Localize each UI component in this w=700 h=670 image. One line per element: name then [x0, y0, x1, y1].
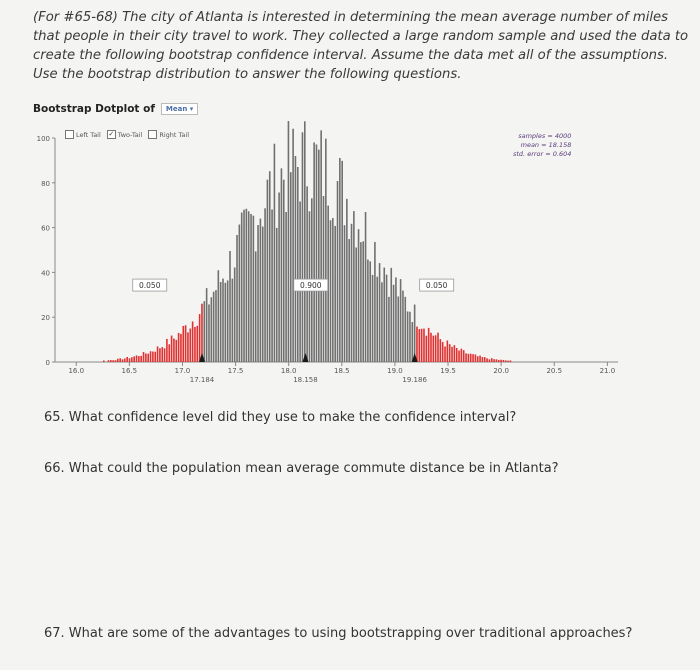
histogram-bar [430, 333, 432, 362]
histogram-bar [470, 354, 472, 362]
histogram-bar [472, 354, 474, 362]
histogram-bar [108, 360, 110, 362]
histogram-bar [383, 268, 385, 362]
chevron-down-icon: ▾ [189, 105, 194, 113]
histogram-bar [479, 356, 481, 362]
histogram-bar [119, 358, 121, 362]
histogram-bar [276, 228, 278, 362]
histogram-bar [295, 156, 297, 362]
histogram-bar [409, 312, 411, 362]
histogram-bar [419, 329, 421, 362]
problem-intro: (For #65-68) The city of Atlanta is interested in determining the mean average number of miles that people in their city travel to work. They collected a large random sample and used the data to create the following bootstrap confidence interval. Assume the data met all of the assumptions. Use the bootstrap distribution to answer the following questions. [33, 10, 689, 82]
histogram-bar [166, 339, 168, 362]
histogram-bar [493, 359, 495, 362]
histogram-bar [395, 277, 397, 362]
histogram-bar [423, 329, 425, 362]
histogram-bar [194, 327, 196, 362]
histogram-bar [496, 359, 498, 362]
histogram-bar [447, 341, 449, 362]
histogram-bar [465, 353, 467, 362]
histogram-bar [486, 358, 488, 362]
lower-bound-label: 17.184 [189, 376, 215, 384]
histogram-bar [332, 218, 334, 362]
histogram-bar [288, 121, 290, 362]
histogram-bar [152, 352, 154, 362]
histogram-bar [369, 261, 371, 362]
dotplot-title: Bootstrap Dotplot of [33, 103, 155, 115]
histogram-bar [355, 248, 357, 362]
histogram-bar [229, 251, 231, 362]
histogram-bar [257, 225, 259, 362]
histogram-bar [334, 226, 336, 362]
histogram-bar [271, 209, 273, 362]
histogram-bar [243, 210, 245, 362]
histogram-bar [330, 220, 332, 362]
left-proportion-label: 0.050 [139, 281, 161, 291]
histogram-bar [344, 225, 346, 362]
two-tail-checkbox[interactable]: ✓ [108, 130, 115, 138]
histogram-bar [461, 349, 463, 362]
statistic-selected: Mean [165, 105, 188, 113]
histogram-bar [232, 279, 234, 362]
histogram-bar [302, 132, 304, 362]
histogram-bar [318, 150, 320, 362]
x-tick-label: 17.5 [227, 367, 244, 375]
std-error-stat: std. error = 0.604 [513, 150, 572, 158]
histogram-bar [290, 172, 292, 362]
histogram-bar [381, 282, 383, 362]
histogram-bar [267, 180, 269, 362]
histogram-bar [264, 208, 266, 362]
histogram-bar [353, 211, 355, 362]
histogram-bar [458, 351, 460, 362]
histogram-bar [262, 227, 264, 362]
histogram-bar [477, 356, 479, 362]
histogram-bar [456, 348, 458, 362]
histogram-bar [150, 351, 152, 362]
histogram-bar [407, 311, 409, 362]
histogram-bar [241, 212, 243, 362]
histogram-bar [182, 326, 184, 362]
histogram-bar [239, 225, 241, 362]
histogram-bar [316, 144, 318, 362]
histogram-bar [178, 333, 180, 362]
histogram-bar [260, 219, 262, 362]
histogram-bar [112, 360, 114, 362]
histogram-bar [208, 304, 210, 362]
histogram-bar [215, 290, 217, 362]
histogram-bar [143, 352, 145, 362]
x-tick-label: 20.5 [546, 367, 563, 375]
y-tick-label: 0 [45, 359, 50, 367]
y-tick-label: 40 [41, 269, 50, 278]
histogram-bar [421, 329, 423, 362]
histogram-bar [484, 357, 486, 362]
x-tick-label: 16.5 [121, 367, 138, 375]
histogram-bar [187, 332, 189, 362]
histogram-bar [428, 328, 430, 362]
dotplot-chart [33, 96, 635, 396]
histogram-bar [379, 263, 381, 362]
histogram-bar [325, 139, 327, 362]
histogram-bar [442, 342, 444, 362]
center-marker-label: 18.158 [293, 376, 318, 384]
histogram-bar [351, 224, 353, 362]
histogram-bar [426, 336, 428, 362]
x-tick-label: 21.0 [599, 367, 616, 375]
histogram-bar [313, 142, 315, 362]
histogram-bar [285, 212, 287, 362]
histogram-bar [255, 251, 257, 362]
histogram-bar [500, 360, 502, 362]
histogram-bar [110, 360, 112, 362]
question-67: 67. What are some of the advantages to using bootstrapping over traditional approaches? [44, 626, 633, 641]
histogram-bar [204, 301, 206, 362]
samples-stat: samples = 4000 [518, 132, 572, 140]
question-65: 65. What confidence level did they use to make the confidence interval? [44, 410, 517, 425]
histogram-bar [173, 339, 175, 362]
x-tick-label: 20.0 [493, 367, 509, 375]
histogram-bar [213, 292, 215, 362]
histogram-bar [482, 357, 484, 362]
histogram-bar [278, 192, 280, 362]
histogram-bar [393, 285, 395, 362]
histogram-bar [372, 275, 374, 362]
y-tick-label: 80 [41, 179, 50, 188]
histogram-bar [341, 161, 343, 362]
histogram-bar [503, 360, 505, 362]
histogram-bar [133, 356, 135, 362]
histogram-bar [220, 282, 222, 362]
histogram-bar [159, 348, 161, 362]
histogram-bar [250, 214, 252, 362]
x-tick-label: 18.5 [334, 367, 350, 375]
mean-stat: mean = 18.158 [520, 141, 572, 149]
histogram-bar [416, 327, 418, 362]
histogram-bar [348, 239, 350, 362]
upper-bound-label: 19.186 [402, 376, 427, 384]
middle-proportion-label: 0.900 [300, 281, 322, 291]
histogram-bar [449, 344, 451, 362]
histogram-bar [365, 212, 367, 362]
histogram-bar [161, 347, 163, 362]
histogram-bar [451, 347, 453, 362]
histogram-bar [390, 268, 392, 362]
histogram-bar [346, 199, 348, 362]
histogram-bar [306, 186, 308, 362]
histogram-bar [157, 346, 159, 362]
histogram-bar [218, 270, 220, 362]
histogram-bar [115, 360, 117, 362]
histogram-bar [374, 242, 376, 362]
histogram-bar [510, 360, 512, 362]
histogram-bar [124, 358, 126, 362]
y-tick-label: 100 [36, 135, 50, 143]
histogram-bar [297, 167, 299, 362]
histogram-bar [180, 334, 182, 362]
histogram-bar [117, 359, 119, 362]
histogram-bar [454, 345, 456, 362]
histogram-bar [358, 229, 360, 362]
histogram-bar [505, 360, 507, 362]
x-tick-label: 17.0 [174, 367, 191, 375]
x-tick-label: 19.5 [440, 367, 456, 375]
histogram-bar [175, 340, 177, 362]
histogram-bar [211, 297, 213, 362]
right-proportion-label: 0.050 [425, 281, 448, 291]
histogram-bar [185, 325, 187, 362]
histogram-bar [498, 360, 500, 362]
histogram-bar [234, 267, 236, 362]
two-tail-label: Two-Tail [117, 130, 143, 139]
question-66: 66. What could the population mean average commute distance be in Atlanta? [44, 461, 559, 476]
histogram-bar [138, 356, 140, 362]
histogram-bar [236, 235, 238, 362]
histogram-bar [248, 211, 250, 362]
histogram-bar [360, 242, 362, 362]
histogram-bar [281, 168, 283, 362]
histogram-bar [145, 353, 147, 362]
histogram-bar [225, 283, 227, 362]
histogram-bar [411, 322, 413, 362]
histogram-bar [491, 358, 493, 362]
histogram-bar [103, 361, 105, 362]
histogram-bar [444, 346, 446, 362]
histogram-bar [339, 158, 341, 362]
histogram-bar [147, 354, 149, 362]
histogram-bar [435, 335, 437, 362]
histogram-bar [129, 358, 131, 362]
histogram-bar [440, 339, 442, 362]
histogram-bar [227, 280, 229, 362]
y-tick-label: 60 [41, 224, 50, 233]
histogram-bar [168, 344, 170, 362]
histogram-bar [222, 279, 224, 362]
histogram-bar [206, 288, 208, 362]
histogram-bar [404, 297, 406, 362]
histogram-bar [386, 275, 388, 362]
bootstrap-dotplot-panel [33, 96, 635, 396]
histogram-bar [433, 336, 435, 362]
right-tail-label: Right Tail [159, 130, 190, 139]
histogram-bar [189, 329, 191, 362]
histogram-bar [320, 130, 322, 362]
histogram-bar [402, 291, 404, 362]
histogram-bar [437, 333, 439, 362]
x-tick-label: 16.0 [68, 367, 85, 375]
histogram-bar [192, 321, 194, 362]
histogram-bar [475, 354, 477, 362]
histogram-bar [468, 354, 470, 362]
histogram-bar [362, 241, 364, 362]
histogram-bar [246, 209, 248, 362]
left-tail-label: Left Tail [76, 130, 101, 139]
histogram-bar [489, 359, 491, 362]
histogram-bar [253, 216, 255, 362]
histogram-bar [388, 297, 390, 362]
histogram-bar [400, 279, 402, 362]
histogram-bar [136, 355, 138, 362]
histogram-bar [367, 260, 369, 362]
histogram-bar [199, 314, 201, 362]
histogram-bar [131, 357, 133, 362]
histogram-bar [292, 129, 294, 362]
histogram-bar [463, 350, 465, 362]
histogram-bar [337, 181, 339, 362]
histogram-bar [507, 361, 509, 362]
histogram-bar [196, 326, 198, 362]
histogram-bar [269, 171, 271, 362]
x-tick-label: 18.0 [280, 367, 297, 375]
histogram-bar [376, 277, 378, 362]
histogram-bar [126, 357, 128, 362]
histogram-bar [304, 121, 306, 362]
histogram-bar [397, 296, 399, 362]
x-tick-label: 19.0 [387, 367, 403, 375]
histogram-bar [140, 356, 142, 362]
y-tick-label: 20 [41, 314, 50, 323]
histogram-bar [171, 336, 173, 362]
histogram-bar [164, 348, 166, 362]
histogram-bar [283, 180, 285, 362]
histogram-bar [122, 359, 124, 362]
histogram-bar [274, 144, 276, 362]
histogram-bar [154, 352, 156, 362]
